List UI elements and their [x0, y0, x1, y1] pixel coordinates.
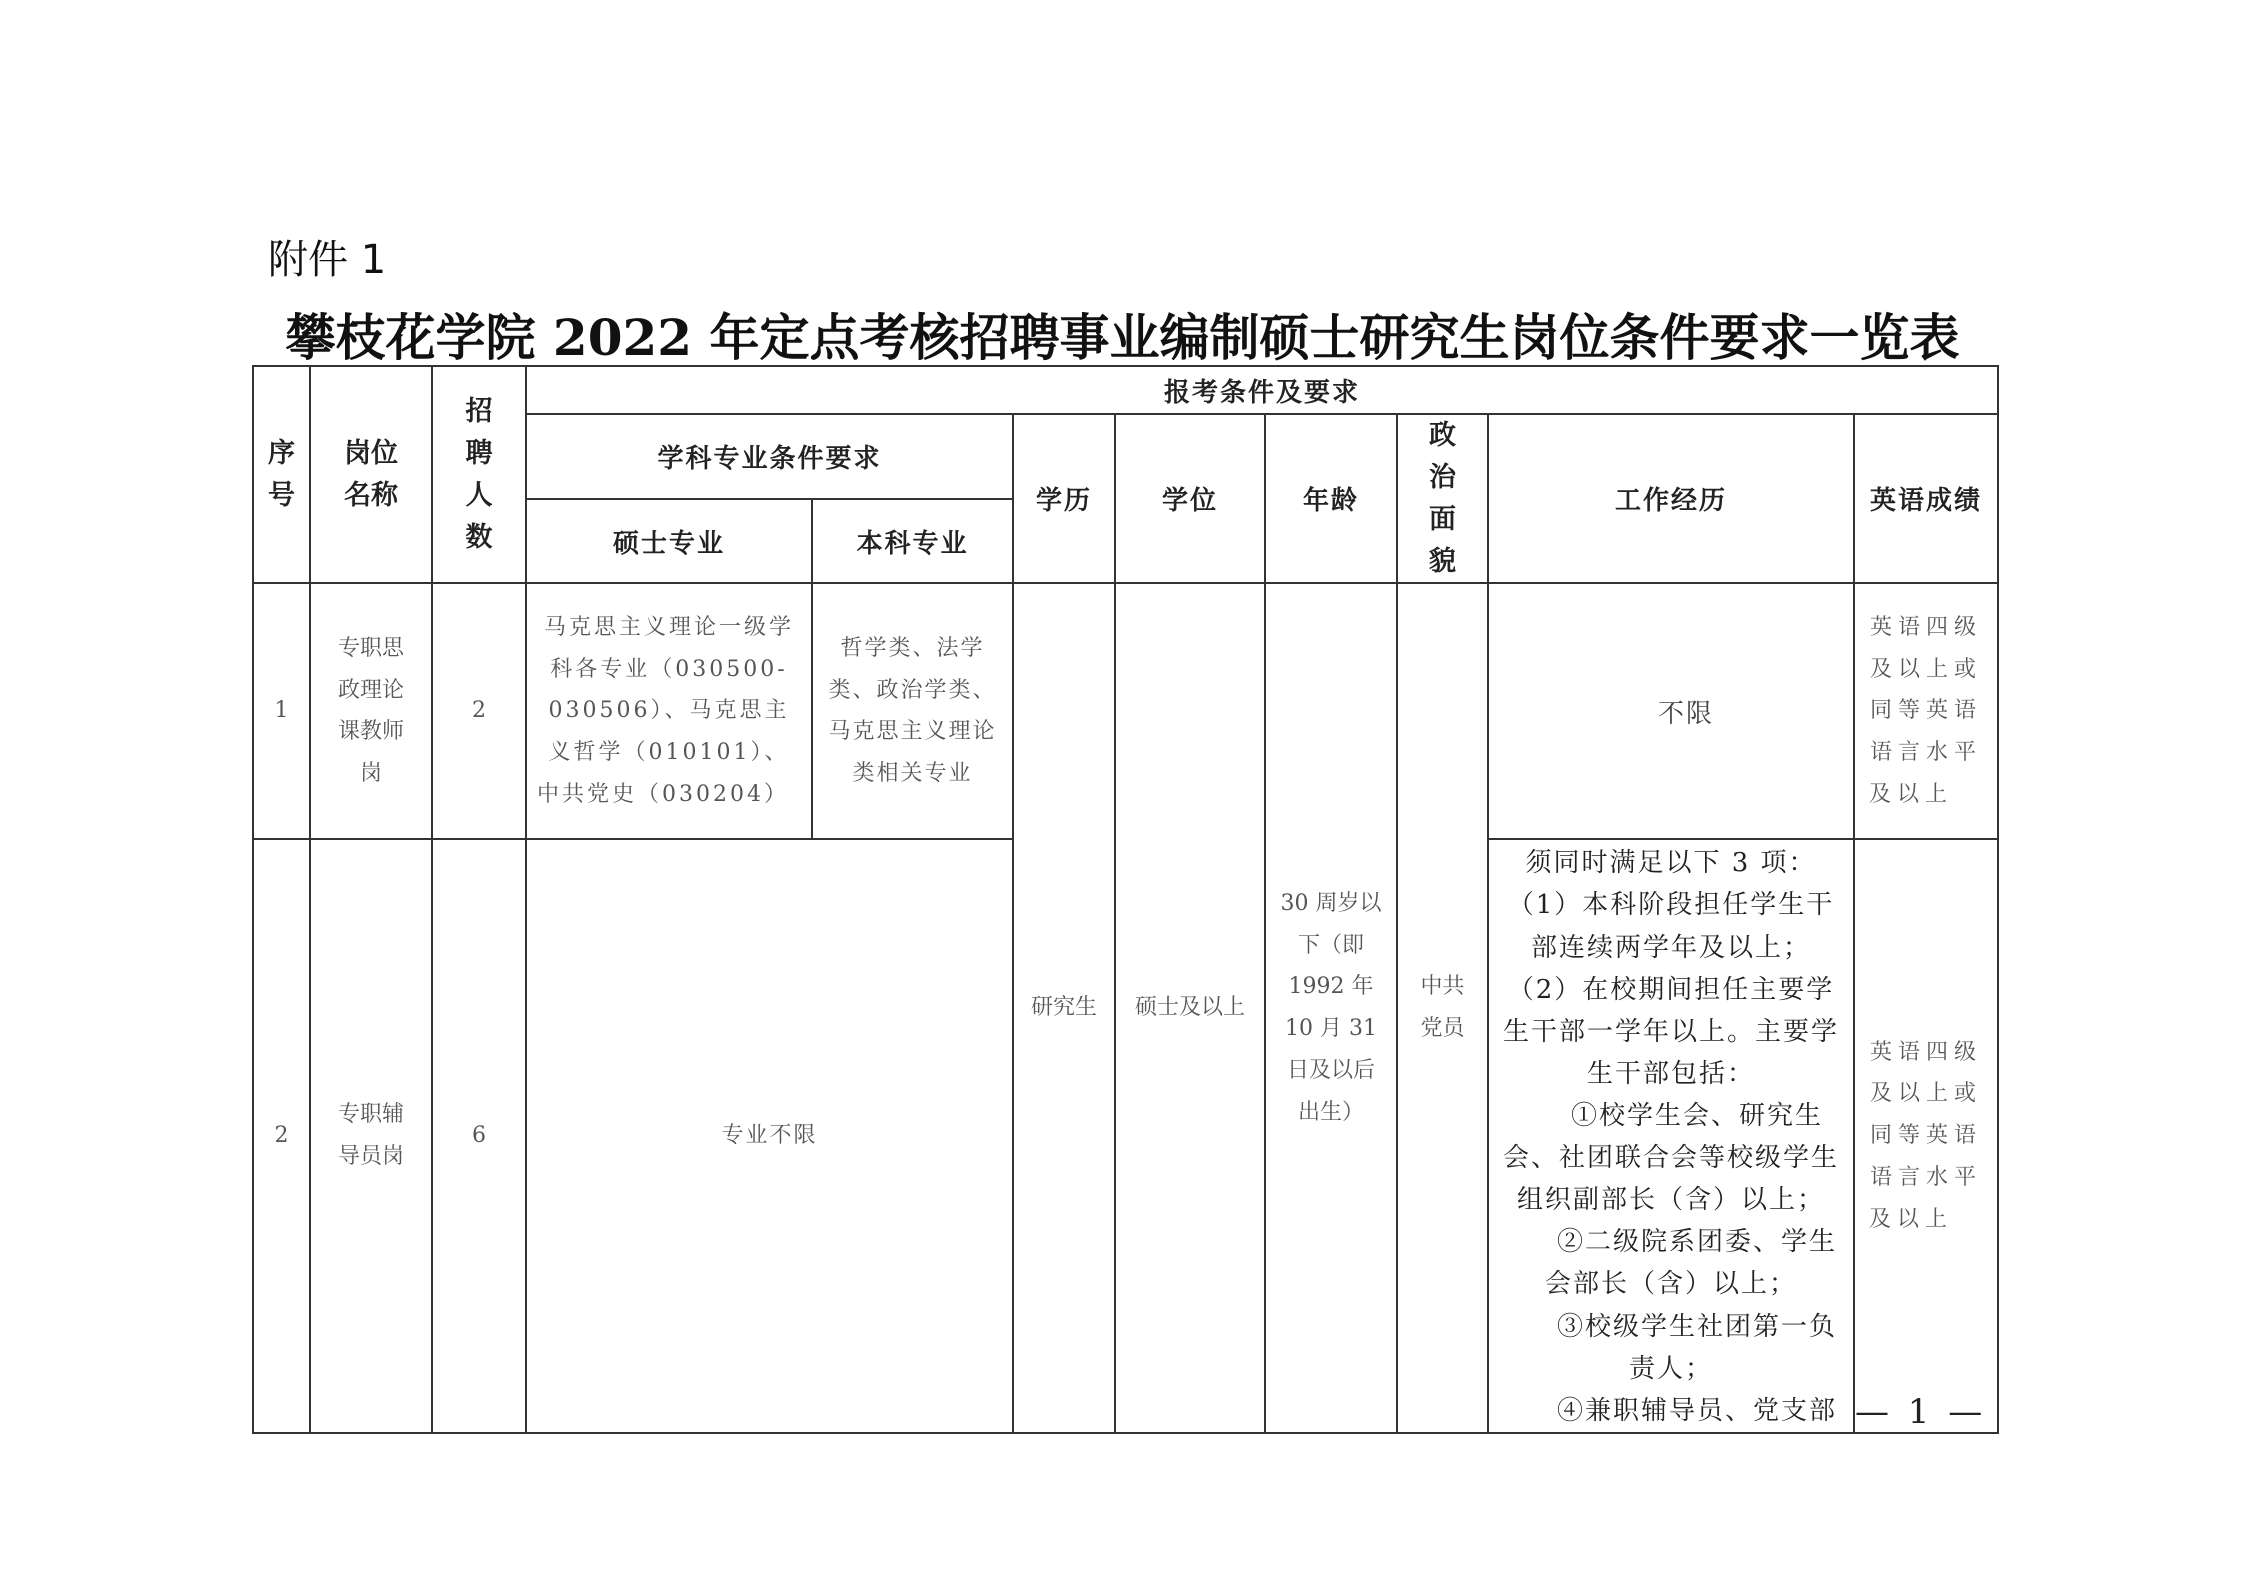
row1-master-major: 马克思主义理论一级学科各专业（030500-030506）、马克思主义哲学（010101）、中共党史（030204） — [526, 583, 812, 839]
row1-count: 2 — [432, 583, 526, 839]
page-number: — 1 — — [1855, 1392, 1987, 1432]
header-count: 招聘人数 — [432, 366, 526, 583]
age-value: 30 周岁以下（即 1992 年 10 月 31 日及以后出生） — [1265, 583, 1397, 1433]
row2-seq: 2 — [253, 839, 310, 1433]
header-undergrad-major: 本科专业 — [812, 499, 1013, 584]
attachment-label: 附件 1 — [268, 237, 387, 283]
header-seq: 序号 — [253, 366, 310, 583]
header-work-exp: 工作经历 — [1488, 414, 1854, 583]
work-exp-line: ①校学生会、研究生会、社团联合会等校级学生组织副部长（含）以上； — [1503, 1101, 1840, 1216]
row1-english: 英语四级及以上或同等英语语言水平及以上 — [1854, 583, 1998, 839]
row1-undergrad-major: 哲学类、法学类、政治学类、马克思主义理论类相关专业 — [812, 583, 1013, 839]
header-political: 政治面貌 — [1397, 414, 1488, 583]
header-master-major: 硕士专业 — [526, 499, 812, 584]
header-major-req: 学科专业条件要求 — [526, 414, 1013, 499]
education-value: 研究生 — [1013, 583, 1115, 1433]
political-value: 中共党员 — [1397, 583, 1488, 1433]
table-row — [253, 583, 1998, 839]
work-exp-line: ③校级学生社团第一负责人； — [1556, 1311, 1837, 1384]
work-exp-line: ②二级院系团委、学生会部长（含）以上； — [1544, 1227, 1837, 1300]
header-age: 年龄 — [1265, 414, 1397, 583]
row1-work-exp: 不限 — [1488, 583, 1854, 839]
work-exp-line: （2）在校期间担任主要学生干部一学年以上。主要学生干部包括： — [1503, 974, 1840, 1089]
row1-post-name: 专职思政理论课教师岗 — [310, 583, 432, 839]
work-exp-line: （1）本科阶段担任学生干部连续两学年及以上； — [1507, 890, 1835, 963]
row2-major: 专业不限 — [526, 839, 1013, 1433]
row2-count: 6 — [432, 839, 526, 1433]
header-education: 学历 — [1013, 414, 1115, 583]
header-degree: 学位 — [1115, 414, 1265, 583]
degree-value: 硕士及以上 — [1115, 583, 1265, 1433]
work-exp-line: ④兼职辅导员、党支部 — [1556, 1395, 1837, 1426]
requirements-table — [252, 365, 1999, 1434]
row2-work-exp — [1488, 839, 1854, 1433]
header-conditions: 报考条件及要求 — [526, 366, 1998, 414]
work-exp-line: 须同时满足以下 3 项： — [1525, 848, 1817, 879]
row2-english: 英语四级及以上或同等英语语言水平及以上 — [1854, 839, 1998, 1433]
row1-seq: 1 — [253, 583, 310, 839]
row2-post-name: 专职辅导员岗 — [310, 839, 432, 1433]
header-english: 英语成绩 — [1854, 414, 1998, 583]
header-post-name: 岗位名称 — [310, 366, 432, 583]
page-title: 攀枝花学院 2022 年定点考核招聘事业编制硕士研究生岗位条件要求一览表 — [285, 308, 1960, 367]
